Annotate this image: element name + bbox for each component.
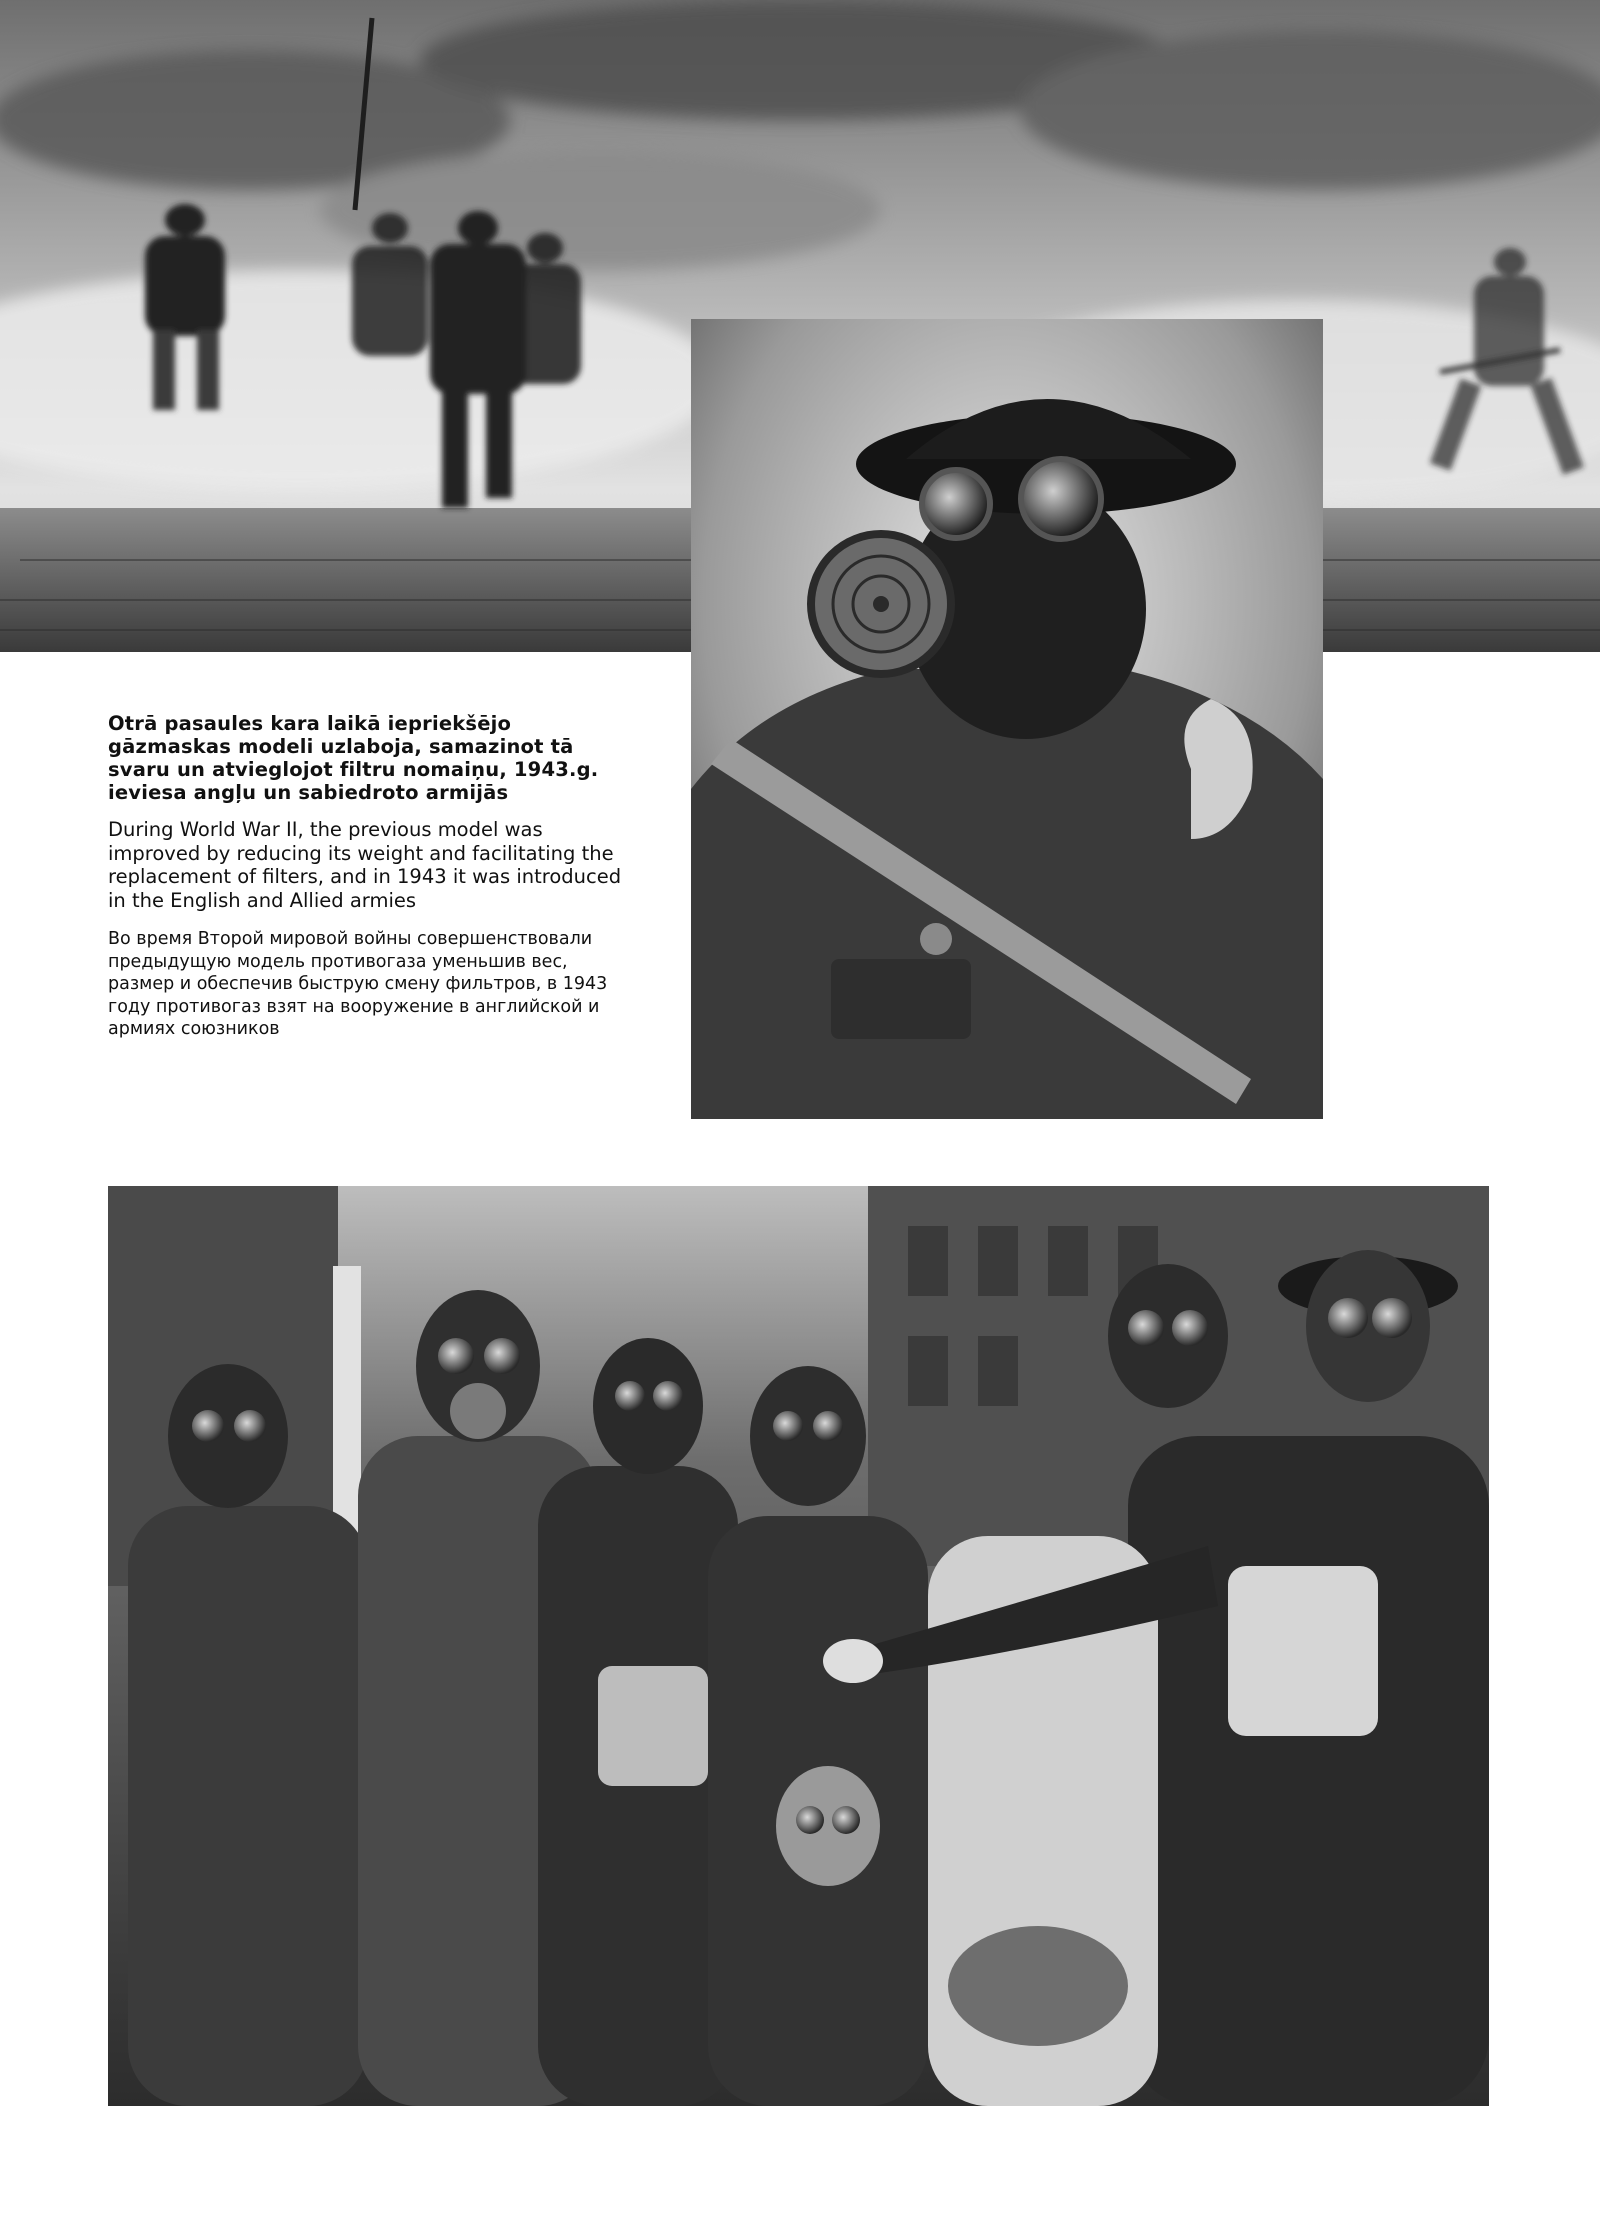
gas-mask-portrait-photo <box>691 319 1323 1119</box>
caption-russian: Во время Второй мировой войны совершенствовали предыдущую модель противогаза уменьшив вес, размер и обеспечив быструю смену фильтров, в 1943 году противогаз взят на вооружение в английской и армиях союзников <box>108 929 608 1039</box>
caption-latvian: Otrā pasaules kara laikā iepriekšējo gāzmaskas modeli uzlaboja, samazinot tā svaru un atvieglojot filtru nomaiņu, 1943.g. ieviesa angļu un sabiedroto armijās <box>108 712 599 804</box>
caption-block <box>108 712 623 1041</box>
caption-english: During World War II, the previous model was improved by reducing its weight and facilitating the replacement of filters, and in 1943 it was introduced in the English and Allied armies <box>108 818 622 912</box>
civilians-gas-masks-photo <box>108 1186 1489 2106</box>
